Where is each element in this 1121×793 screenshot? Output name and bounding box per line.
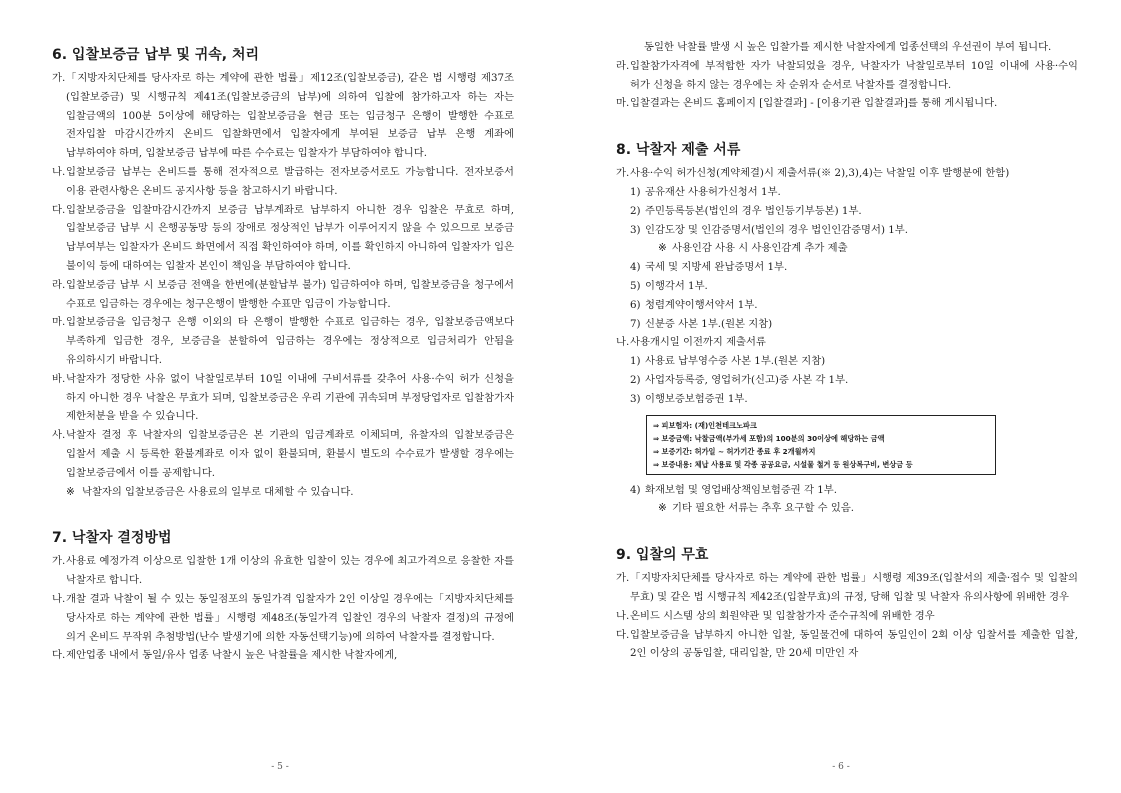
item-text: 입찰보증금을 납부하지 아니한 입찰, 동일물건에 대하여 동일인이 2회 이상 입찰서를 제출한 입찰, 2인 이상의 공동입찰, 대리입찰, 만 20세 미만인 자	[630, 628, 1078, 660]
item-text: 입찰보증금을 입찰마감시간까지 보증금 납부계좌로 납부하지 아니한 경우 입찰은 무효로 하며, 입찰보증금 납부 시 은행공동망 등의 장애로 정상적인 납부가 이루어지지 않을 수 있으므로 보증금 납부여부는 입찰자가 온비드 화면에서 직접 확인하여야 하며, 이를 확인하지 아니하여 입찰자가 입은 불이익 등에 대하여는 입찰자 본인이 책임을 부담하여야 합니다.	[66, 203, 514, 272]
item-marker: 2)	[630, 373, 641, 386]
item-text: 「지방자치단체를 당사자로 하는 계약에 관한 법률」시행령 제39조(입찰서의 제출·접수 및 입찰의 무효) 및 같은 법 시행규칙 제42조(입찰무효)의 규정, 당해 입찰 및 낙찰자 유의사항에 위배한 경우	[630, 572, 1078, 603]
section-8-na-list2	[616, 481, 1078, 500]
item-marker: 마.	[616, 97, 630, 110]
left-column	[52, 38, 514, 665]
item-marker: 1)	[630, 185, 641, 198]
item-text: 주민등록등본(법인의 경우 법인등기부등본) 1부.	[645, 204, 862, 217]
item-text: 이행보증보험증권 1부.	[645, 392, 748, 405]
section-8-na-note: ※ 기타 필요한 서류는 추후 요구할 수 있음.	[658, 502, 855, 515]
item-text: 입찰결과는 온비드 홈페이지 [입찰결과] - [이용기관 입찰결과]를 통해 게시됩니다.	[630, 97, 998, 110]
box-line: ⇒ 보증금액: 낙찰금액(부가세 포함)의 100분의 30이상에 해당하는 금액	[653, 433, 885, 443]
item-marker: 나.	[616, 609, 630, 622]
item-marker: 4)	[630, 261, 641, 274]
section-8-heading: 8. 낙찰자 제출 서류	[616, 142, 741, 159]
list-item	[52, 590, 514, 646]
item-marker: 마.	[52, 316, 66, 329]
item-text: 제안업종 내에서 동일/유사 업종 낙찰시 높은 낙찰률을 제시한 낙찰자에게,	[66, 649, 398, 662]
list-item	[616, 258, 1078, 277]
item-marker: 가.	[616, 572, 630, 585]
item-marker: 사.	[52, 429, 66, 442]
section-7-list-cont	[616, 57, 1078, 113]
section-6-note: ※ 낙찰자의 입찰보증금은 사용료의 일부로 대체할 수 있습니다.	[66, 485, 354, 498]
item-marker: 7)	[630, 317, 641, 330]
item-text: 사업자등록증, 영업허가(신고)증 사본 각 1부.	[645, 373, 849, 386]
list-item	[52, 370, 514, 426]
list-item	[616, 57, 1078, 95]
item-text: 이행각서 1부.	[645, 279, 708, 292]
guarantee-info-box	[646, 415, 996, 475]
section-9-list	[616, 569, 1078, 663]
list-item	[52, 552, 514, 590]
item-marker: 2)	[630, 204, 641, 217]
list-item	[616, 221, 1078, 240]
list-item	[616, 481, 1078, 500]
item-marker: 다.	[52, 649, 66, 662]
list-item	[616, 371, 1078, 390]
item-text: 사용료 예정가격 이상으로 입찰한 1개 이상의 유효한 입찰이 있는 경우에 최고가격으로 응찰한 자를 낙찰자로 합니다.	[66, 555, 514, 587]
section-8-na-list	[616, 352, 1078, 408]
list-item	[616, 183, 1078, 202]
item-marker: 3)	[630, 223, 641, 236]
item-text: 국세 및 지방세 완납증명서 1부.	[645, 261, 788, 274]
list-item	[616, 390, 1078, 409]
item-marker: 바.	[52, 372, 66, 385]
page-number-left: - 5 -	[271, 762, 289, 772]
list-item	[52, 69, 514, 163]
section-8-ga-list	[616, 183, 1078, 239]
item-text: 온비드 시스템 상의 회원약관 및 입찰참가자 준수규칙에 위배한 경우	[630, 609, 935, 622]
item-marker: 나.	[52, 592, 66, 605]
section-8-ga-note: ※ 사용인감 사용 시 사용인감계 추가 제출	[658, 242, 848, 255]
section-6-heading: 6. 입찰보증금 납부 및 귀속, 처리	[52, 47, 260, 63]
list-item	[616, 94, 1078, 113]
list-item	[616, 202, 1078, 221]
item-text: 청렴계약이행서약서 1부.	[645, 298, 758, 311]
list-item	[616, 352, 1078, 371]
section-7-continuation: 동일한 낙찰률 발생 시 높은 입찰가를 제시한 낙찰자에게 업종선택의 우선권이 부여 됩니다.	[644, 41, 1052, 53]
list-item	[52, 201, 514, 276]
list-item	[616, 296, 1078, 315]
list-item	[52, 646, 514, 665]
item-text: 신분증 사본 1부.(원본 지참)	[645, 317, 773, 330]
item-text: 입찰보증금 납부 시 보증금 전액을 한번에(분할납부 불가) 입금하여야 하며, 입찰보증금을 청구에서 수표로 입금하는 경우에는 청구은행이 발행한 수표만 입금이 가능합니다.	[66, 278, 514, 310]
list-item	[616, 569, 1078, 607]
item-text: 입찰참가자격에 부적합한 자가 낙찰되었을 경우, 낙찰자가 낙찰일로부터 10일 이내에 사용·수익 허가 신청을 하지 않는 경우에는 차 순위자 순서로 낙찰자를 결정합니다.	[630, 59, 1078, 91]
item-marker: 6)	[630, 298, 641, 311]
item-text: 입찰보증금을 입금청구 은행 이외의 타 은행이 발행한 수표로 입금하는 경우, 입찰보증금액보다 부족하게 입금한 경우, 보증금을 분할하여 입금하는 경우에는 정상적으로 입금처리가 안됨을 유의하시기 바랍니다.	[66, 316, 514, 366]
section-8-na: 나. 사용개시일 이전까지 제출서류	[616, 336, 766, 349]
item-marker: 가.	[52, 555, 66, 568]
list-item	[616, 277, 1078, 296]
list-item	[52, 426, 514, 482]
list-item	[52, 163, 514, 201]
list-item	[616, 315, 1078, 334]
item-marker: 나.	[52, 165, 66, 178]
item-marker: 5)	[630, 279, 641, 292]
item-text: 개찰 결과 낙찰이 될 수 있는 동일점포의 동일가격 입찰자가 2인 이상일 경우에는「지방자치단체를 당사자로 하는 계약에 관한 법률」시행령 제48조(동일가격 입찰인 경우의 낙찰자 결정)의 규정에 의거 온비드 무작위 추첨방법(난수 발생기에 의한 자동선택기능)에 의하여 낙찰자를 결정합니다.	[66, 592, 514, 643]
item-text: 낙찰자가 정당한 사유 없이 낙찰일로부터 10일 이내에 구비서류를 갖추어 사용·수익 허가 신청을 하지 아니한 경우 낙찰은 무효가 되며, 입찰보증금은 우리 기관에 귀속되며 부정당업자로 입찰참가자 제한처분을 받을 수 있습니다.	[66, 372, 514, 423]
list-item	[52, 276, 514, 314]
section-7-heading: 7. 낙찰자 결정방법	[52, 530, 172, 547]
list-item	[616, 607, 1078, 626]
item-marker: 라.	[616, 59, 630, 72]
section-8-ga: 가. 사용·수익 허가신청(계약체결)시 제출서류(※ 2),3),4)는 낙찰일 이후 발행분에 한함)	[616, 167, 1010, 180]
item-text: 화재보험 및 영업배상책임보험증권 각 1부.	[645, 483, 838, 496]
section-7-list	[52, 552, 514, 665]
item-marker: 라.	[52, 278, 66, 291]
item-marker: 가.	[52, 72, 66, 84]
list-item	[52, 313, 514, 369]
item-marker: 다.	[616, 628, 630, 641]
right-column	[616, 38, 1078, 663]
box-line: ⇒ 피보험자: (재)인천테크노파크	[653, 420, 757, 430]
item-marker: 다.	[52, 203, 66, 216]
section-9-heading: 9. 입찰의 무효	[616, 547, 709, 564]
section-8-ga-list2	[616, 258, 1078, 333]
page-number-right: - 6 -	[832, 762, 850, 772]
item-text: 인감도장 및 인감증명서(법인의 경우 법인인감증명서) 1부.	[645, 223, 908, 236]
item-marker: 1)	[630, 355, 641, 368]
item-text: 「지방자치단체를 당사자로 하는 계약에 관한 법률」제12조(입찰보증금), 같은 법 시행령 제37조(입찰보증금) 및 시행규칙 제41조(입찰보증금의 납부)에 의하여 입찰에 참가하고자 하는 자는 입찰금액의 100분 5이상에 해당하는 입찰보증금을 현금 또는 입금청구 은행이 발행한 수표로 전자입찰 마감시간까지 온비드 입찰화면에서 입찰자에게 부여된 보증금 납부 은행 계좌에 납부하여야 하며, 입찰보증금 납부에 따른 수수료는 입찰자가 부담하여야 합니다.	[66, 72, 514, 160]
item-text: 공유재산 사용허가신청서 1부.	[645, 185, 781, 198]
page-left	[0, 0, 560, 793]
item-marker: 3)	[630, 392, 641, 405]
item-text: 사용료 납부영수증 사본 1부.(원본 지참)	[645, 355, 826, 368]
box-line: ⇒ 보증내용: 체납 사용료 및 각종 공공요금, 시설물 철거 등 원상복구비, 변상금 등	[653, 459, 913, 469]
list-item	[616, 626, 1078, 664]
item-marker: 4)	[630, 483, 641, 496]
page-right	[561, 0, 1121, 793]
section-6-list	[52, 69, 514, 483]
item-text: 낙찰자 결정 후 낙찰자의 입찰보증금은 본 기관의 입금계좌로 이체되며, 유찰자의 입찰보증금은 입찰서 제출 시 등록한 환불계좌로 이자 없이 환불되며, 환불시 별도의 수수료가 발생할 경우에는 입찰보증금에서 이를 공제합니다.	[66, 429, 514, 479]
item-text: 입찰보증금 납부는 온비드를 통해 전자적으로 발급하는 전자보증서로도 가능합니다. 전자보증서 이용 관련사항은 온비드 공지사항 등을 참고하시기 바랍니다.	[66, 165, 514, 197]
box-line: ⇒ 보증기간: 허가일 ~ 허가기간 종료 후 2개월까지	[653, 446, 816, 456]
